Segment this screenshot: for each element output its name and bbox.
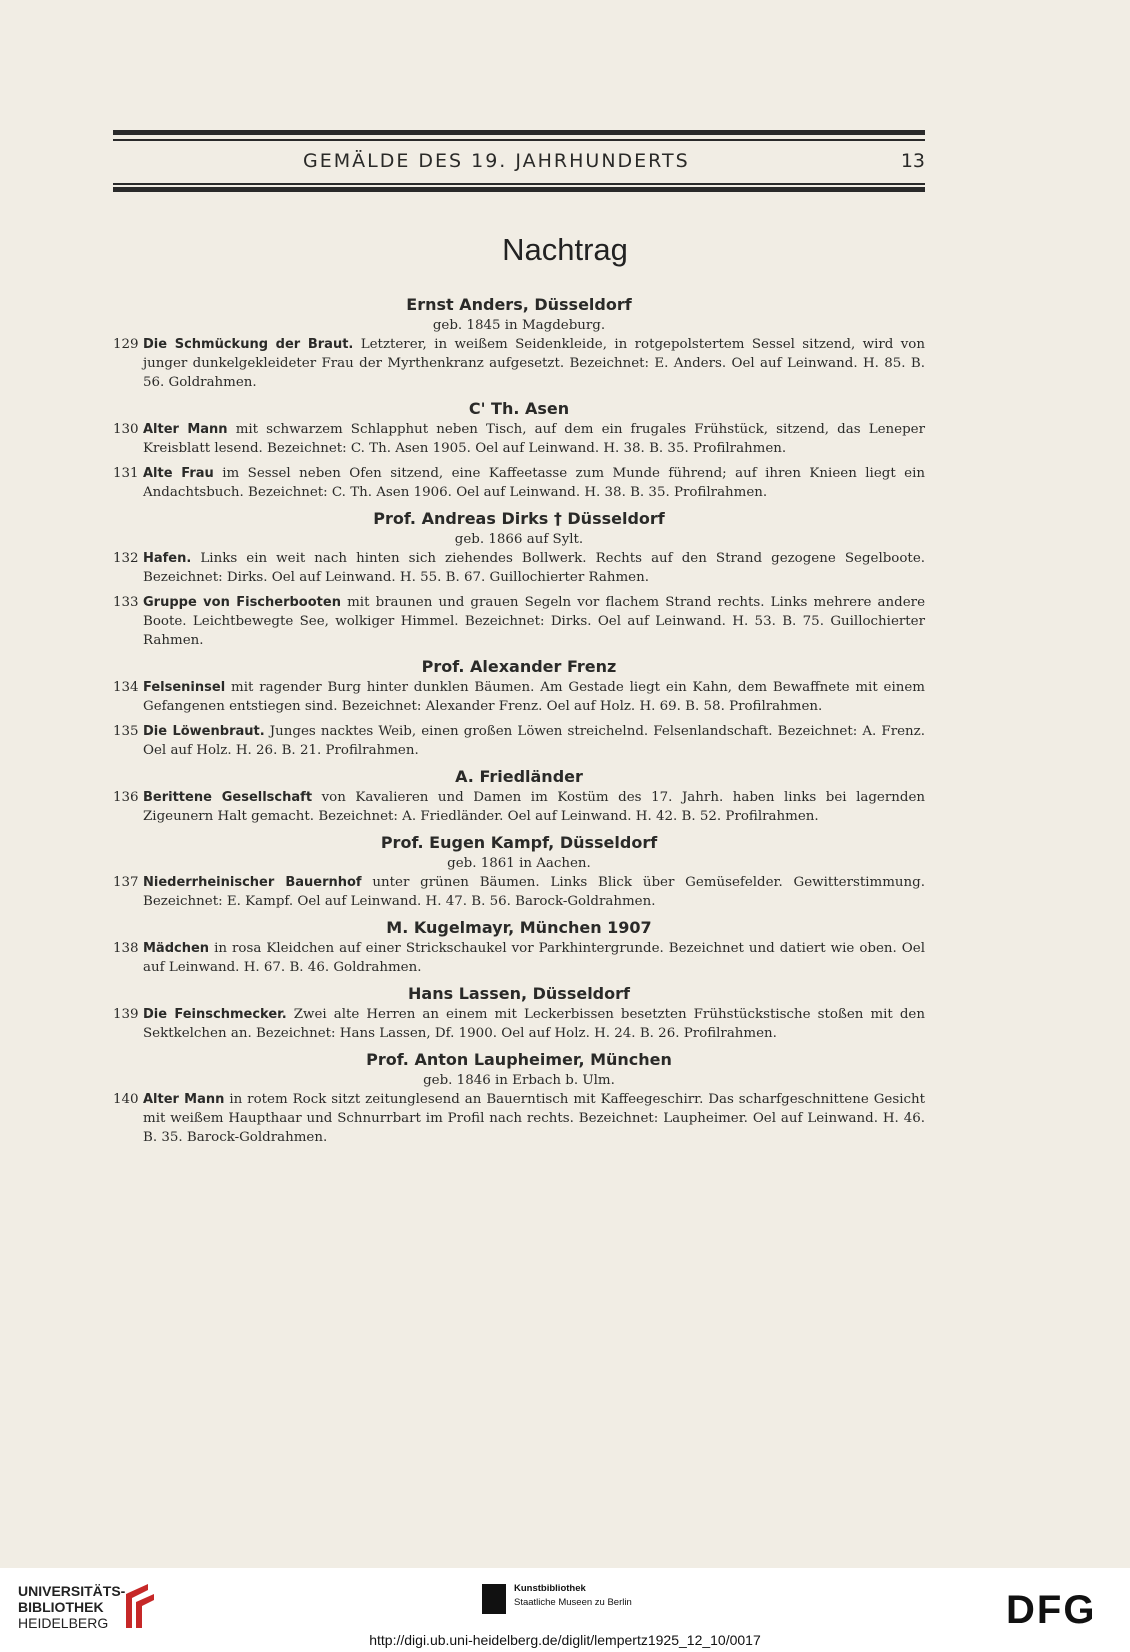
entry-number: 133 (113, 595, 139, 610)
catalog-entry (113, 335, 925, 392)
entry-number: 135 (113, 724, 139, 739)
catalog-entry (113, 788, 925, 826)
catalog-entry (113, 420, 925, 458)
entry-title: Die Schmückung der Braut. (143, 337, 354, 352)
running-title: GEMÄLDE DES 19. JAHRHUNDERTS (303, 150, 690, 172)
entry-description: mit schwarzem Schlapphut neben Tisch, auf dem ein frugales Frühstück, sitzend, das Leneper Kreisblatt lesend. Bezeichnet: C. Th. Asen 1905. Oel auf Leinwand. H. 38. B. 35. Profilrahmen. (143, 422, 925, 456)
entry-number: 130 (113, 422, 139, 437)
ub-logo-line: UNIVERSITÄTS- (18, 1583, 126, 1599)
header-rule (113, 139, 925, 141)
artist-heading: Hans Lassen, Düsseldorf (408, 984, 630, 1003)
artist-birth: geb. 1846 in Erbach b. Ulm. (423, 1073, 615, 1088)
ub-logo-line: HEIDELBERG (18, 1615, 109, 1631)
artist-heading: Prof. Anton Laupheimer, München (366, 1050, 672, 1069)
entry-description: in rotem Rock sitzt zeitunglesend an Bauerntisch mit Kaffeegeschirr. Das scharfgeschnittene Gesicht mit weißem Haupthaar und Schnurrbart im Profil nach rechts. Bezeichnet: Laupheimer. Oel auf Leinwand. H. 46. B. 35. Barock-Goldrahmen. (143, 1092, 925, 1145)
entry-number: 138 (113, 941, 139, 956)
catalog-entry (113, 549, 925, 587)
entry-title: Felseninsel (143, 680, 226, 695)
artist-heading: A. Friedländer (455, 767, 583, 786)
entry-title: Die Löwenbraut. (143, 724, 265, 739)
ub-logo-mark-icon (118, 1580, 158, 1630)
entry-description: Links ein weit nach hinten sich ziehendes Bollwerk. Rechts auf den Strand gezogene Segelboote. Bezeichnet: Dirks. Oel auf Leinwand. H. 55. B. 67. Guillochierter Rahmen. (143, 551, 925, 585)
running-header (113, 150, 925, 178)
ub-logo-line: BIBLIOTHEK (18, 1599, 104, 1615)
entry-title: Berittene Gesellschaft (143, 790, 313, 805)
entry-number: 131 (113, 466, 139, 481)
entry-description: Letzterer, in weißem Seidenkleide, in rotgepolstertem Sessel sitzend, wird von junger dunkelgekleideter Frau der Myrthenkranz aufgesetzt. Bezeichnet: E. Anders. Oel auf Leinwand. H. 85. B. 56. Goldrahmen. (143, 337, 925, 390)
catalog-entry (113, 1005, 925, 1043)
entry-number: 132 (113, 551, 139, 566)
permalink-url[interactable]: http://digi.ub.uni-heidelberg.de/diglit/lempertz1925_12_10/0017 (369, 1632, 761, 1648)
catalog-entry (113, 873, 925, 911)
artist-birth: geb. 1861 in Aachen. (447, 856, 591, 871)
artist-heading: C' Th. Asen (468, 399, 570, 418)
entry-description: von Kavalieren und Damen im Kostüm des 17. Jahrh. haben links bei lagernden Zigeunern Halt gemacht. Bezeichnet: A. Friedländer. Oel auf Leinwand. H. 42. B. 52. Profilrahmen. (143, 790, 925, 824)
header-rule (113, 130, 925, 135)
kb-line: Staatliche Museen zu Berlin (514, 1597, 632, 1608)
header-rule (113, 183, 925, 185)
entry-description: im Sessel neben Ofen sitzend, eine Kaffeetasse zum Munde führend; auf ihren Knieen liegt ein Andachtsbuch. Bezeichnet: C. Th. Asen 1906. Oel auf Leinwand. H. 38. B. 35. Profilrahmen. (143, 466, 925, 500)
entry-number: 140 (113, 1092, 139, 1107)
catalog-entry (113, 593, 925, 650)
header-rule (113, 187, 925, 192)
catalog-entry (113, 939, 925, 977)
catalog-entry (113, 722, 925, 760)
entry-title: Gruppe von Fischerbooten (143, 595, 341, 610)
entry-description: in rosa Kleidchen auf einer Strickschaukel vor Parkhintergrunde. Bezeichnet und datiert wie oben. Oel auf Leinwand. H. 67. B. 46. Goldrahmen. (143, 941, 925, 975)
entry-description: Junges nacktes Weib, einen großen Löwen streichelnd. Felsenlandschaft. Bezeichnet: A. Frenz. Oel auf Holz. H. 26. B. 21. Profilrahmen. (143, 724, 925, 758)
artist-heading: M. Kugelmayr, München 1907 (386, 918, 652, 937)
catalog-entry (113, 678, 925, 716)
artist-heading: Prof. Andreas Dirks † Düsseldorf (373, 509, 665, 528)
footer-bar (0, 1568, 1130, 1652)
artist-birth: geb. 1866 auf Sylt. (454, 532, 584, 547)
entry-number: 137 (113, 875, 139, 890)
catalog-entry (113, 1090, 925, 1147)
kunstbibliothek-logo-icon (482, 1584, 506, 1614)
page-number: 13 (900, 150, 925, 172)
entry-number: 136 (113, 790, 139, 805)
page-title: Nachtrag (502, 232, 628, 267)
ub-heidelberg-logo[interactable] (18, 1583, 125, 1631)
entry-number: 129 (113, 337, 139, 352)
entry-number: 139 (113, 1007, 139, 1022)
catalog-entry (113, 464, 925, 502)
entry-description: mit ragender Burg hinter dunklen Bäumen. Am Gestade liegt ein Kahn, dem Bewaffnete mit einem Gefangenen entstiegen sind. Bezeichnet: Alexander Frenz. Oel auf Holz. H. 69. B. 58. Profilrahmen. (143, 680, 925, 714)
entry-description: unter grünen Bäumen. Links Blick über Gemüsefelder. Gewitterstimmung. Bezeichnet: E. Kampf. Oel auf Leinwand. H. 47. B. 56. Barock-Goldrahmen. (143, 875, 925, 909)
artist-heading: Prof. Alexander Frenz (421, 657, 617, 676)
entry-description: Zwei alte Herren an einem mit Leckerbissen besetzten Frühstückstische stoßen mit den Sektkelchen an. Bezeichnet: Hans Lassen, Df. 1900. Oel auf Holz. H. 24. B. 26. Profilrahmen. (143, 1007, 925, 1041)
dfg-logo[interactable]: DFG (1006, 1588, 1097, 1632)
kb-line: Kunstbibliothek (514, 1583, 586, 1594)
entry-title: Mädchen (143, 941, 210, 956)
entry-title: Niederrheinischer Bauernhof (143, 875, 362, 890)
entry-number: 134 (113, 680, 139, 695)
artist-heading: Ernst Anders, Düsseldorf (406, 295, 632, 314)
entry-title: Alter Mann (143, 1092, 225, 1107)
entry-title: Hafen. (143, 551, 192, 566)
catalog-body (113, 290, 925, 1153)
kunstbibliothek-logo[interactable] (514, 1582, 632, 1610)
entry-description: mit braunen und grauen Segeln vor flachem Strand rechts. Links mehrere andere Boote. Leichtbewegte See, wolkiger Himmel. Bezeichnet: Dirks. Oel auf Leinwand. H. 53. B. 75. Guillochierter Rahmen. (143, 595, 925, 648)
entry-title: Alter Mann (143, 422, 228, 437)
entry-title: Alte Frau (143, 466, 214, 481)
artist-birth: geb. 1845 in Magdeburg. (432, 318, 606, 333)
artist-heading: Prof. Eugen Kampf, Düsseldorf (380, 833, 658, 852)
entry-title: Die Feinschmecker. (143, 1007, 287, 1022)
